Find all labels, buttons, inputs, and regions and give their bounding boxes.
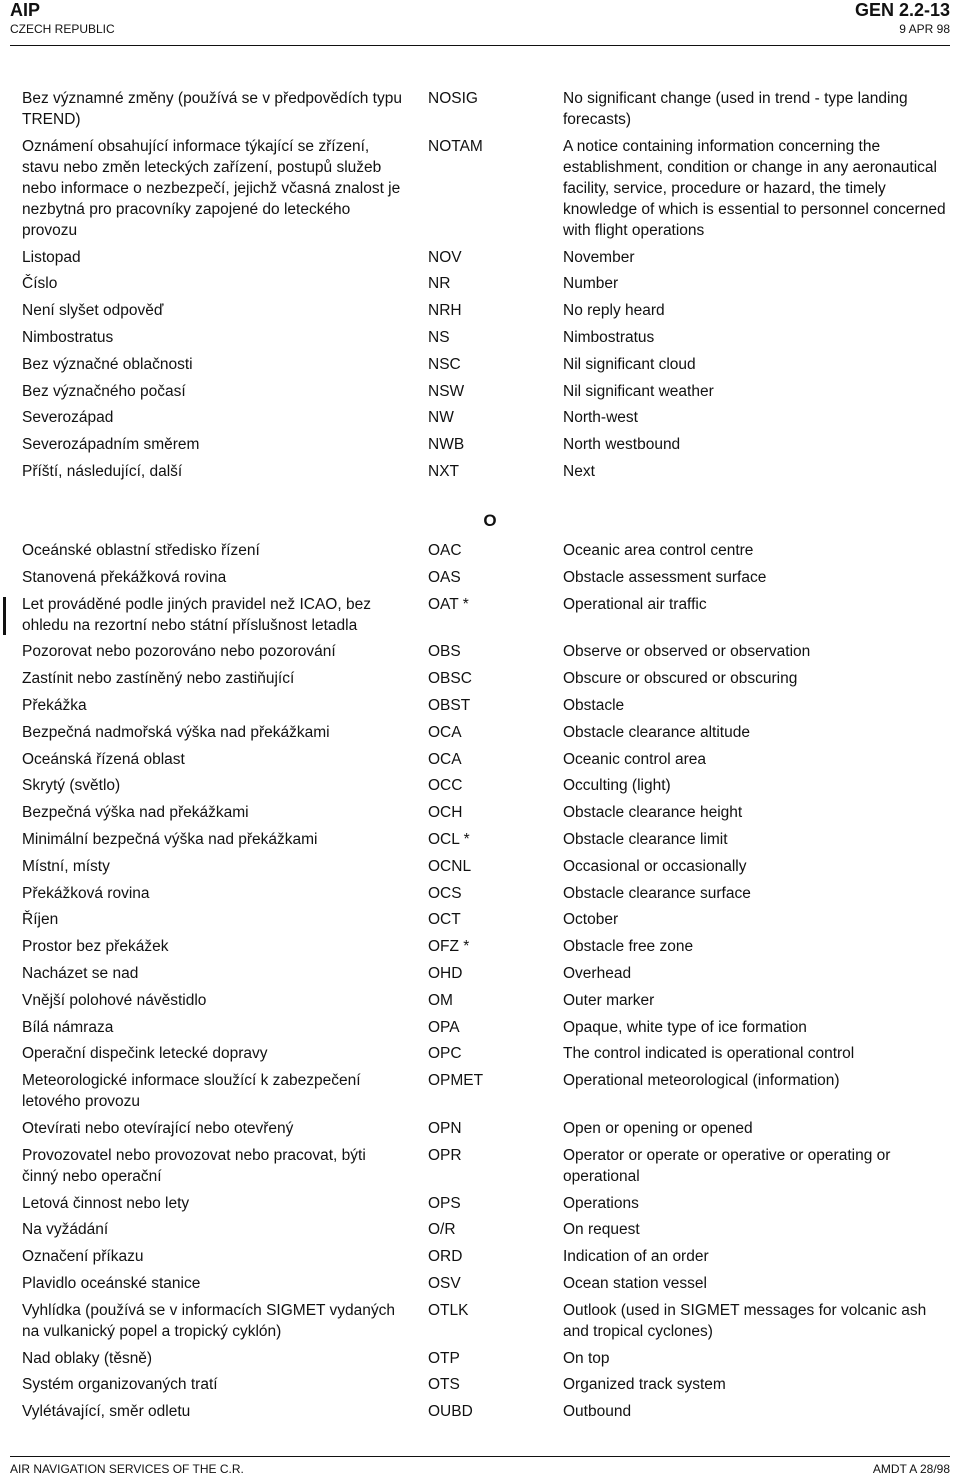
abbreviation: OTP — [428, 1349, 460, 1367]
abbreviation-row — [22, 136, 946, 241]
abbreviation-row — [22, 327, 946, 348]
english-term: Next — [563, 462, 595, 480]
abbreviation-row — [22, 1300, 946, 1342]
abbreviation-row — [22, 883, 946, 904]
english-term: Oceanic control area — [563, 750, 707, 768]
czech-term: Stanovená překážková rovina — [22, 568, 227, 586]
abbreviation-row — [22, 594, 946, 636]
english-term: Outer marker — [563, 991, 655, 1009]
english-term: Outlook (used in SIGMET messages for volcanic ash and tropical cyclones) — [563, 1301, 927, 1340]
abbreviation-row — [22, 247, 946, 268]
page-number: GEN 2.2-13 — [854, 0, 950, 20]
english-term: Obstacle assessment surface — [563, 568, 767, 586]
english-term: Outbound — [563, 1403, 632, 1421]
abbreviation-row — [22, 381, 946, 402]
abbreviation-row — [22, 540, 946, 561]
abbreviation: OFZ * — [428, 938, 470, 956]
abbreviation-row — [22, 722, 946, 743]
abbreviation: NWB — [428, 436, 465, 454]
czech-term: Překážka — [22, 696, 87, 714]
abbreviation: NXT — [428, 462, 459, 480]
abbreviation-row — [22, 1145, 946, 1187]
abbreviation: OPMET — [428, 1072, 484, 1090]
abbreviation-row — [22, 695, 946, 716]
czech-term: Prostor bez překážek — [22, 938, 169, 956]
footer-publisher: AIR NAVIGATION SERVICES OF THE C.R. — [10, 1462, 244, 1476]
abbreviation-row — [22, 775, 946, 796]
abbreviation: OPN — [428, 1119, 462, 1137]
czech-term: Plavidlo oceánské stanice — [22, 1274, 201, 1292]
abbreviation-row — [22, 1118, 946, 1139]
czech-term: Není slyšet odpověď — [22, 302, 164, 320]
english-term: Operational air traffic — [563, 595, 707, 613]
english-term: Opaque, white type of ice formation — [563, 1018, 807, 1036]
abbreviation-row — [22, 354, 946, 375]
english-term: Nimbostratus — [563, 328, 655, 346]
english-term: Nil significant cloud — [563, 355, 696, 373]
section-letter-o: O — [483, 511, 497, 530]
abbreviation: OTLK — [428, 1301, 469, 1319]
czech-term: Vyhlídka (používá se v informacích SIGMET vydaných na vulkanický popel a tropický cyklón) — [22, 1301, 396, 1340]
abbreviation-row — [22, 1043, 946, 1064]
abbreviation: OAT * — [428, 595, 469, 613]
czech-term: Bezpečná nadmořská výška nad překážkami — [22, 723, 330, 741]
abbreviation-list-n — [22, 88, 946, 488]
abbreviation-row — [22, 1070, 946, 1112]
abbreviation: NW — [428, 409, 454, 427]
abbreviation: ORD — [428, 1248, 463, 1266]
abbreviation-row — [22, 1193, 946, 1214]
english-term: Observe or observed or observation — [563, 643, 811, 661]
abbreviation-row — [22, 749, 946, 770]
abbreviation-row — [22, 88, 946, 130]
abbreviation-row — [22, 1401, 946, 1422]
abbreviation-row — [22, 856, 946, 877]
czech-term: Let prováděné podle jiných pravidel než ICAO, bez ohledu na rezortní nebo státní příslušnost letadla — [22, 595, 371, 634]
english-term: Oceanic area control centre — [563, 542, 754, 559]
abbreviation: OBS — [428, 643, 461, 661]
abbreviation-row — [22, 829, 946, 850]
english-term: October — [563, 911, 619, 929]
czech-term: Nad oblaky (těsně) — [22, 1349, 153, 1367]
czech-term: Oznámení obsahující informace týkající se zřízení, stavu nebo změn leteckých zařízení, postupů služeb nebo informace o nezbezpečí, jejichž včasná znalost je nezbytná pro pracovníky zapojené do leteckého provozu — [22, 137, 401, 239]
abbreviation-row — [22, 1273, 946, 1294]
czech-term: Příští, následující, další — [22, 462, 183, 480]
abbreviation: OM — [428, 991, 453, 1009]
abbreviation: OPA — [428, 1018, 460, 1036]
english-term: On top — [563, 1349, 610, 1367]
abbreviation-row — [22, 1219, 946, 1240]
abbreviation: OAC — [428, 542, 462, 559]
abbreviation-row — [22, 668, 946, 689]
czech-term: Bílá námraza — [22, 1018, 114, 1036]
issue-date: 9 APR 98 — [899, 22, 950, 36]
abbreviation: OCA — [428, 750, 462, 768]
czech-term: Severozápadním směrem — [22, 436, 200, 454]
czech-term: Nacházet se nad — [22, 964, 139, 982]
czech-term: Severozápad — [22, 409, 114, 427]
abbreviation: NS — [428, 328, 450, 346]
abbreviation: OUBD — [428, 1403, 473, 1421]
czech-term: Oceánská řízená oblast — [22, 750, 185, 768]
czech-term: Skrytý (světlo) — [22, 777, 121, 795]
czech-term: Meteorologické informace sloužící k zabezpečení letového provozu — [22, 1072, 361, 1111]
abbreviation-row — [22, 273, 946, 294]
english-term: Open or opening or opened — [563, 1119, 753, 1137]
abbreviation: OCT — [428, 911, 461, 929]
english-term: Obstacle clearance altitude — [563, 723, 750, 741]
abbreviation-row — [22, 407, 946, 428]
abbreviation-row — [22, 1017, 946, 1038]
header-divider — [10, 45, 950, 46]
english-term: Organized track system — [563, 1376, 726, 1394]
english-term: On request — [563, 1221, 640, 1239]
czech-term: Označení příkazu — [22, 1248, 144, 1266]
abbreviation-row — [22, 641, 946, 662]
abbreviation: OHD — [428, 964, 463, 982]
english-term: Overhead — [563, 964, 632, 982]
document-title: AIP — [10, 0, 41, 20]
abbreviation: NOTAM — [428, 137, 483, 155]
abbreviation-row — [22, 909, 946, 930]
abbreviation: O/R — [428, 1221, 456, 1239]
english-term: Number — [563, 275, 619, 293]
czech-term: Překážková rovina — [22, 884, 150, 902]
abbreviation: OCA — [428, 723, 462, 741]
english-term: Occasional or occasionally — [563, 857, 747, 875]
english-term: No significant change (used in trend - type landing forecasts) — [563, 90, 908, 128]
footer-amendment: AMDT A 28/98 — [872, 1462, 950, 1476]
abbreviation-row — [22, 1374, 946, 1395]
czech-term: Minimální bezpečná výška nad překážkami — [22, 830, 318, 848]
abbreviation: OPR — [428, 1146, 462, 1164]
footer-divider — [10, 1456, 950, 1457]
abbreviation: OCC — [428, 777, 463, 795]
czech-term: Listopad — [22, 248, 81, 266]
czech-term: Místní, místy — [22, 857, 110, 875]
czech-term: Vnější polohové návěstidlo — [22, 991, 207, 1009]
abbreviation: OCNL — [428, 857, 472, 875]
english-term: Obstacle — [563, 696, 625, 714]
abbreviation-row — [22, 567, 946, 588]
page-header — [10, 0, 950, 48]
english-term: North-west — [563, 409, 638, 427]
czech-term: Oceánské oblastní středisko řízení — [22, 542, 260, 559]
czech-term: Říjen — [22, 911, 59, 929]
english-term: Operational meteorological (information) — [563, 1072, 840, 1090]
english-term: Indication of an order — [563, 1248, 709, 1266]
country-label: CZECH REPUBLIC — [10, 22, 115, 36]
english-term: Obstacle clearance surface — [563, 884, 751, 902]
abbreviation: NOSIG — [428, 90, 478, 107]
english-term: No reply heard — [563, 302, 665, 320]
abbreviation: NSW — [428, 382, 465, 400]
czech-term: Bez významné změny (používá se v předpovědích typu TREND) — [22, 90, 402, 128]
english-term: Obscure or obscured or obscuring — [563, 670, 798, 688]
english-term: November — [563, 248, 635, 266]
abbreviation: NR — [428, 275, 451, 293]
czech-term: Bez význačného počasí — [22, 382, 186, 400]
abbreviation-row — [22, 434, 946, 455]
czech-term: Bezpečná výška nad překážkami — [22, 804, 249, 822]
czech-term: Zastínit nebo zastíněný nebo zastiňující — [22, 670, 295, 688]
czech-term: Nimbostratus — [22, 328, 114, 346]
english-term: Operations — [563, 1194, 639, 1212]
english-term: Nil significant weather — [563, 382, 714, 400]
abbreviation: OSV — [428, 1274, 461, 1292]
abbreviation: NRH — [428, 302, 462, 320]
english-term: Ocean station vessel — [563, 1274, 707, 1292]
english-term: The control indicated is operational control — [563, 1045, 855, 1063]
abbreviation: OCH — [428, 804, 463, 822]
czech-term: Provozovatel nebo provozovat nebo pracovat, býti činný nebo operační — [22, 1146, 366, 1185]
english-term: A notice containing information concerning the establishment, condition or change in any aeronautical facility, service, procedure or hazard, the timely knowledge of which is essential to personnel concerned with flight operations — [563, 137, 946, 239]
abbreviation-row — [22, 936, 946, 957]
abbreviation-row — [22, 963, 946, 984]
abbreviation: NSC — [428, 355, 461, 373]
czech-term: Pozorovat nebo pozorováno nebo pozorování — [22, 643, 336, 661]
abbreviation: OAS — [428, 568, 461, 586]
abbreviation: OBST — [428, 696, 471, 714]
english-term: Occulting (light) — [563, 777, 671, 795]
abbreviation: OPC — [428, 1045, 462, 1063]
abbreviation-row — [22, 461, 946, 482]
czech-term: Vylétávající, směr odletu — [22, 1403, 191, 1421]
abbreviation: OCL * — [428, 830, 470, 848]
abbreviation: OTS — [428, 1376, 460, 1394]
english-term: Obstacle free zone — [563, 938, 694, 956]
abbreviation-row — [22, 1348, 946, 1369]
abbreviation: OCS — [428, 884, 462, 902]
czech-term: Na vyžádání — [22, 1221, 109, 1239]
abbreviation: OPS — [428, 1194, 461, 1212]
english-term: Operator or operate or operative or operating or operational — [563, 1146, 891, 1185]
abbreviation-row — [22, 990, 946, 1011]
czech-term: Bez význačné oblačnosti — [22, 355, 193, 373]
czech-term: Systém organizovaných tratí — [22, 1376, 218, 1394]
czech-term: Otevírati nebo otevírající nebo otevřený — [22, 1119, 294, 1137]
czech-term: Letová činnost nebo lety — [22, 1194, 190, 1212]
abbreviation-list-o — [22, 540, 946, 1428]
abbreviation: NOV — [428, 248, 462, 266]
english-term: North westbound — [563, 436, 681, 454]
czech-term: Číslo — [22, 275, 58, 293]
czech-term: Operační dispečink letecké dopravy — [22, 1045, 268, 1063]
abbreviation-row — [22, 802, 946, 823]
abbreviation-row — [22, 1246, 946, 1267]
english-term: Obstacle clearance limit — [563, 830, 728, 848]
english-term: Obstacle clearance height — [563, 804, 743, 822]
amendment-change-bar — [3, 597, 6, 635]
abbreviation: OBSC — [428, 670, 472, 688]
abbreviation-row — [22, 300, 946, 321]
